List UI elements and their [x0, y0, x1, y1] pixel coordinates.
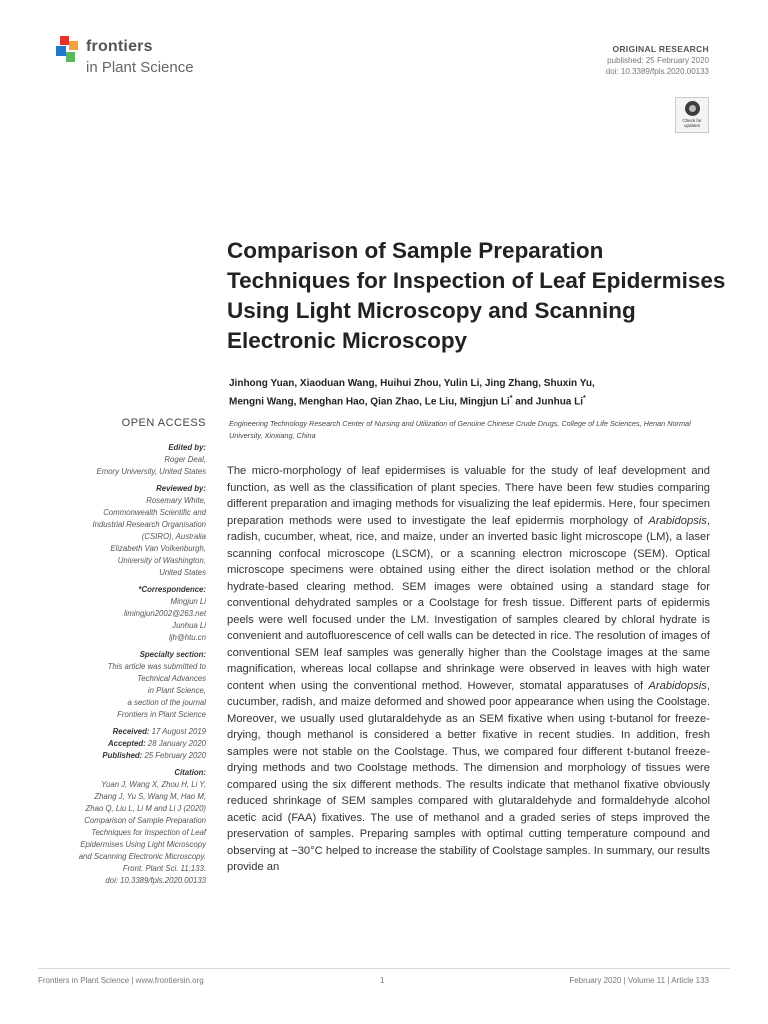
journal-logo[interactable]: [56, 34, 226, 82]
correspondence-name: Mingjun Li: [170, 597, 206, 606]
citation-line: Techniques for Inspection of Leaf: [91, 828, 206, 837]
reviewed-by-block: [50, 483, 206, 579]
footer-divider: [38, 968, 730, 969]
citation-block: [50, 767, 206, 887]
authors-line-1: Jinhong Yuan, Xiaoduan Wang, Huihui Zhou, Yulin Li, Jing Zhang, Shuxin Yu,: [229, 378, 595, 389]
page-number: 1: [380, 976, 385, 985]
accepted-date: Accepted: 28 January 2020: [108, 739, 206, 748]
footer-issue-info: February 2020 | Volume 11 | Article 133: [569, 976, 709, 985]
logo-text-frontiers: frontiers: [86, 38, 153, 55]
published-date: published: 25 February 2020: [607, 56, 709, 65]
reviewer-line: Industrial Research Organisation: [92, 520, 206, 529]
correspondence-label: *Correspondence:: [138, 585, 206, 594]
citation-line: Zhang J, Yu S, Wang M, Hao M,: [94, 792, 206, 801]
citation-doi[interactable]: doi: 10.3389/fpls.2020.00133: [105, 876, 206, 885]
editor-line: Emory University, United States: [96, 467, 206, 476]
open-access-label: OPEN ACCESS: [121, 417, 206, 429]
editor-line: Roger Deal,: [164, 455, 206, 464]
check-for-updates-badge[interactable]: [675, 97, 709, 133]
specialty-line: Frontiers in Plant Science: [117, 710, 206, 719]
corresponding-mark: *: [583, 395, 586, 402]
corresponding-mark: *: [509, 395, 513, 402]
citation-line: Front. Plant Sci. 11:133.: [122, 864, 206, 873]
reviewer-line: Elizabeth Van Volkenburgh,: [110, 544, 206, 553]
reviewer-line: Commonwealth Scientific and: [103, 508, 206, 517]
received-date: Received: 17 August 2019: [112, 727, 206, 736]
article-type: ORIGINAL RESEARCH: [612, 44, 709, 54]
specialty-line: This article was submitted to: [107, 662, 206, 671]
reviewer-line: (CSIRO), Australia: [141, 532, 206, 541]
correspondence-name: Junhua Li: [172, 621, 206, 630]
article-sidebar: [50, 442, 206, 892]
affiliation: Engineering Technology Research Center of Nursing and Utilization of Genuine Chinese Crude Drugs, College of Life Sciences, Henan Normal University, Xinxiang, China: [229, 419, 691, 440]
reviewer-line: University of Washington,: [117, 556, 206, 565]
logo-text-journal: in Plant Science: [86, 59, 194, 76]
citation-label: Citation:: [174, 768, 206, 777]
author-list: [229, 376, 699, 409]
specialty-section-block: [50, 649, 206, 721]
correspondence-email[interactable]: limingjun2002@263.net: [123, 609, 206, 618]
citation-line: Comparison of Sample Preparation: [84, 816, 206, 825]
edited-by-label: Edited by:: [168, 443, 206, 452]
correspondence-block: [50, 584, 206, 644]
citation-line: Yuan J, Wang X, Zhou H, Li Y,: [101, 780, 206, 789]
reviewer-line: United States: [159, 568, 206, 577]
check-updates-label: Check for updates: [682, 118, 702, 128]
abstract-text: The micro-morphology of leaf epidermises is valuable for the study of leaf development and function, as well as the classification of plant species. There have been few studies comparing different preparation and imaging methods for visualizing the leaf epidermis. Here, four specimen preparation methods were used to investigate the leaf epidermis morphology of Arabidopsis, radish, cucumber, wheat, rice, and maize, under an inverted basic light microscope (LM), a laser scanning confocal microscope (LSCM), or a scanning electron microscope (SEM). Optical microscope specimens were obtained using either the direct isolation method or the chloral hydrate-based clearing method. SEM images were obtained using a standard stage for conventional dehydrated samples or a Coolstage for fresh tissue. Different parts of epidermis peels were well focused under the LM. Investigation of samples cleared by chloral hydrate is convenient and autofluorescence of cell walls can be detected in rice. The resolution of images of conventional SEM leaf samples was generally higher than the Coolstage images at the same magnification, whereas local collapse and shrinkage were observed in leaves with high water content when using the conventional method. However, stomatal apparatuses of Arabidopsis, cucumber, radish, and maize deformed and showed poor appearance when using the Coolstage. Moreover, we usually used glutaraldehyde as an SEM fixative when using t-butanol for freeze-drying, though methanol is considered a better fixative in recent studies. In addition, fresh samples were not stable on the Coolstage. Thus, we compared four different t-butanol freeze-drying methods and two Coolstage methods. The dimension and morphology of tissues were compared using the six different methods. The results indicate that methanol fixative obviously reduced shrinkage of SEM samples compared with glutaraldehyde and formaldehyde alcohol acetic acid (FAA) fixatives. The use of methanol and a graded series of steps improved the preservation of samples. Preparing samples with optimal cutting temperature compound and observing at −30°C helped to increase the stability of Coolstage samples. In summary, our results provide an: [227, 465, 710, 873]
frontiers-logo-icon: [56, 36, 82, 64]
specialty-section-label: Specialty section:: [139, 650, 206, 659]
citation-line: Zhao Q, Liu L, Li M and Li J (2020): [85, 804, 206, 813]
reviewed-by-label: Reviewed by:: [156, 484, 206, 493]
citation-line: and Scanning Electronic Microscopy.: [78, 852, 206, 861]
specialty-line: a section of the journal: [127, 698, 206, 707]
doi-link[interactable]: doi: 10.3389/fpls.2020.00133: [605, 67, 709, 76]
published-date-sidebar: Published: 25 February 2020: [102, 751, 206, 760]
specialty-line: in Plant Science,: [147, 686, 206, 695]
article-meta-header: [606, 44, 709, 77]
reviewer-line: Rosemary White,: [146, 496, 206, 505]
article-title: Comparison of Sample Preparation Techniques for Inspection of Leaf Epidermises Using Light Microscopy and Scanning Electronic Microscopy: [227, 238, 726, 353]
authors-line-2a: Mengni Wang, Menghan Hao, Qian Zhao, Le Liu, Mingjun Li: [229, 396, 510, 408]
specialty-line: Technical Advances: [137, 674, 206, 683]
authors-line-2b: and Junhua Li: [512, 396, 584, 408]
footer-journal-link[interactable]: Frontiers in Plant Science | www.frontiersin.org: [38, 976, 204, 985]
correspondence-email[interactable]: ljh@htu.cn: [169, 633, 206, 642]
check-updates-icon: [685, 101, 700, 116]
citation-line: Epidermises Using Light Microscopy: [80, 840, 206, 849]
dates-block: [50, 726, 206, 762]
edited-by-block: [50, 442, 206, 478]
